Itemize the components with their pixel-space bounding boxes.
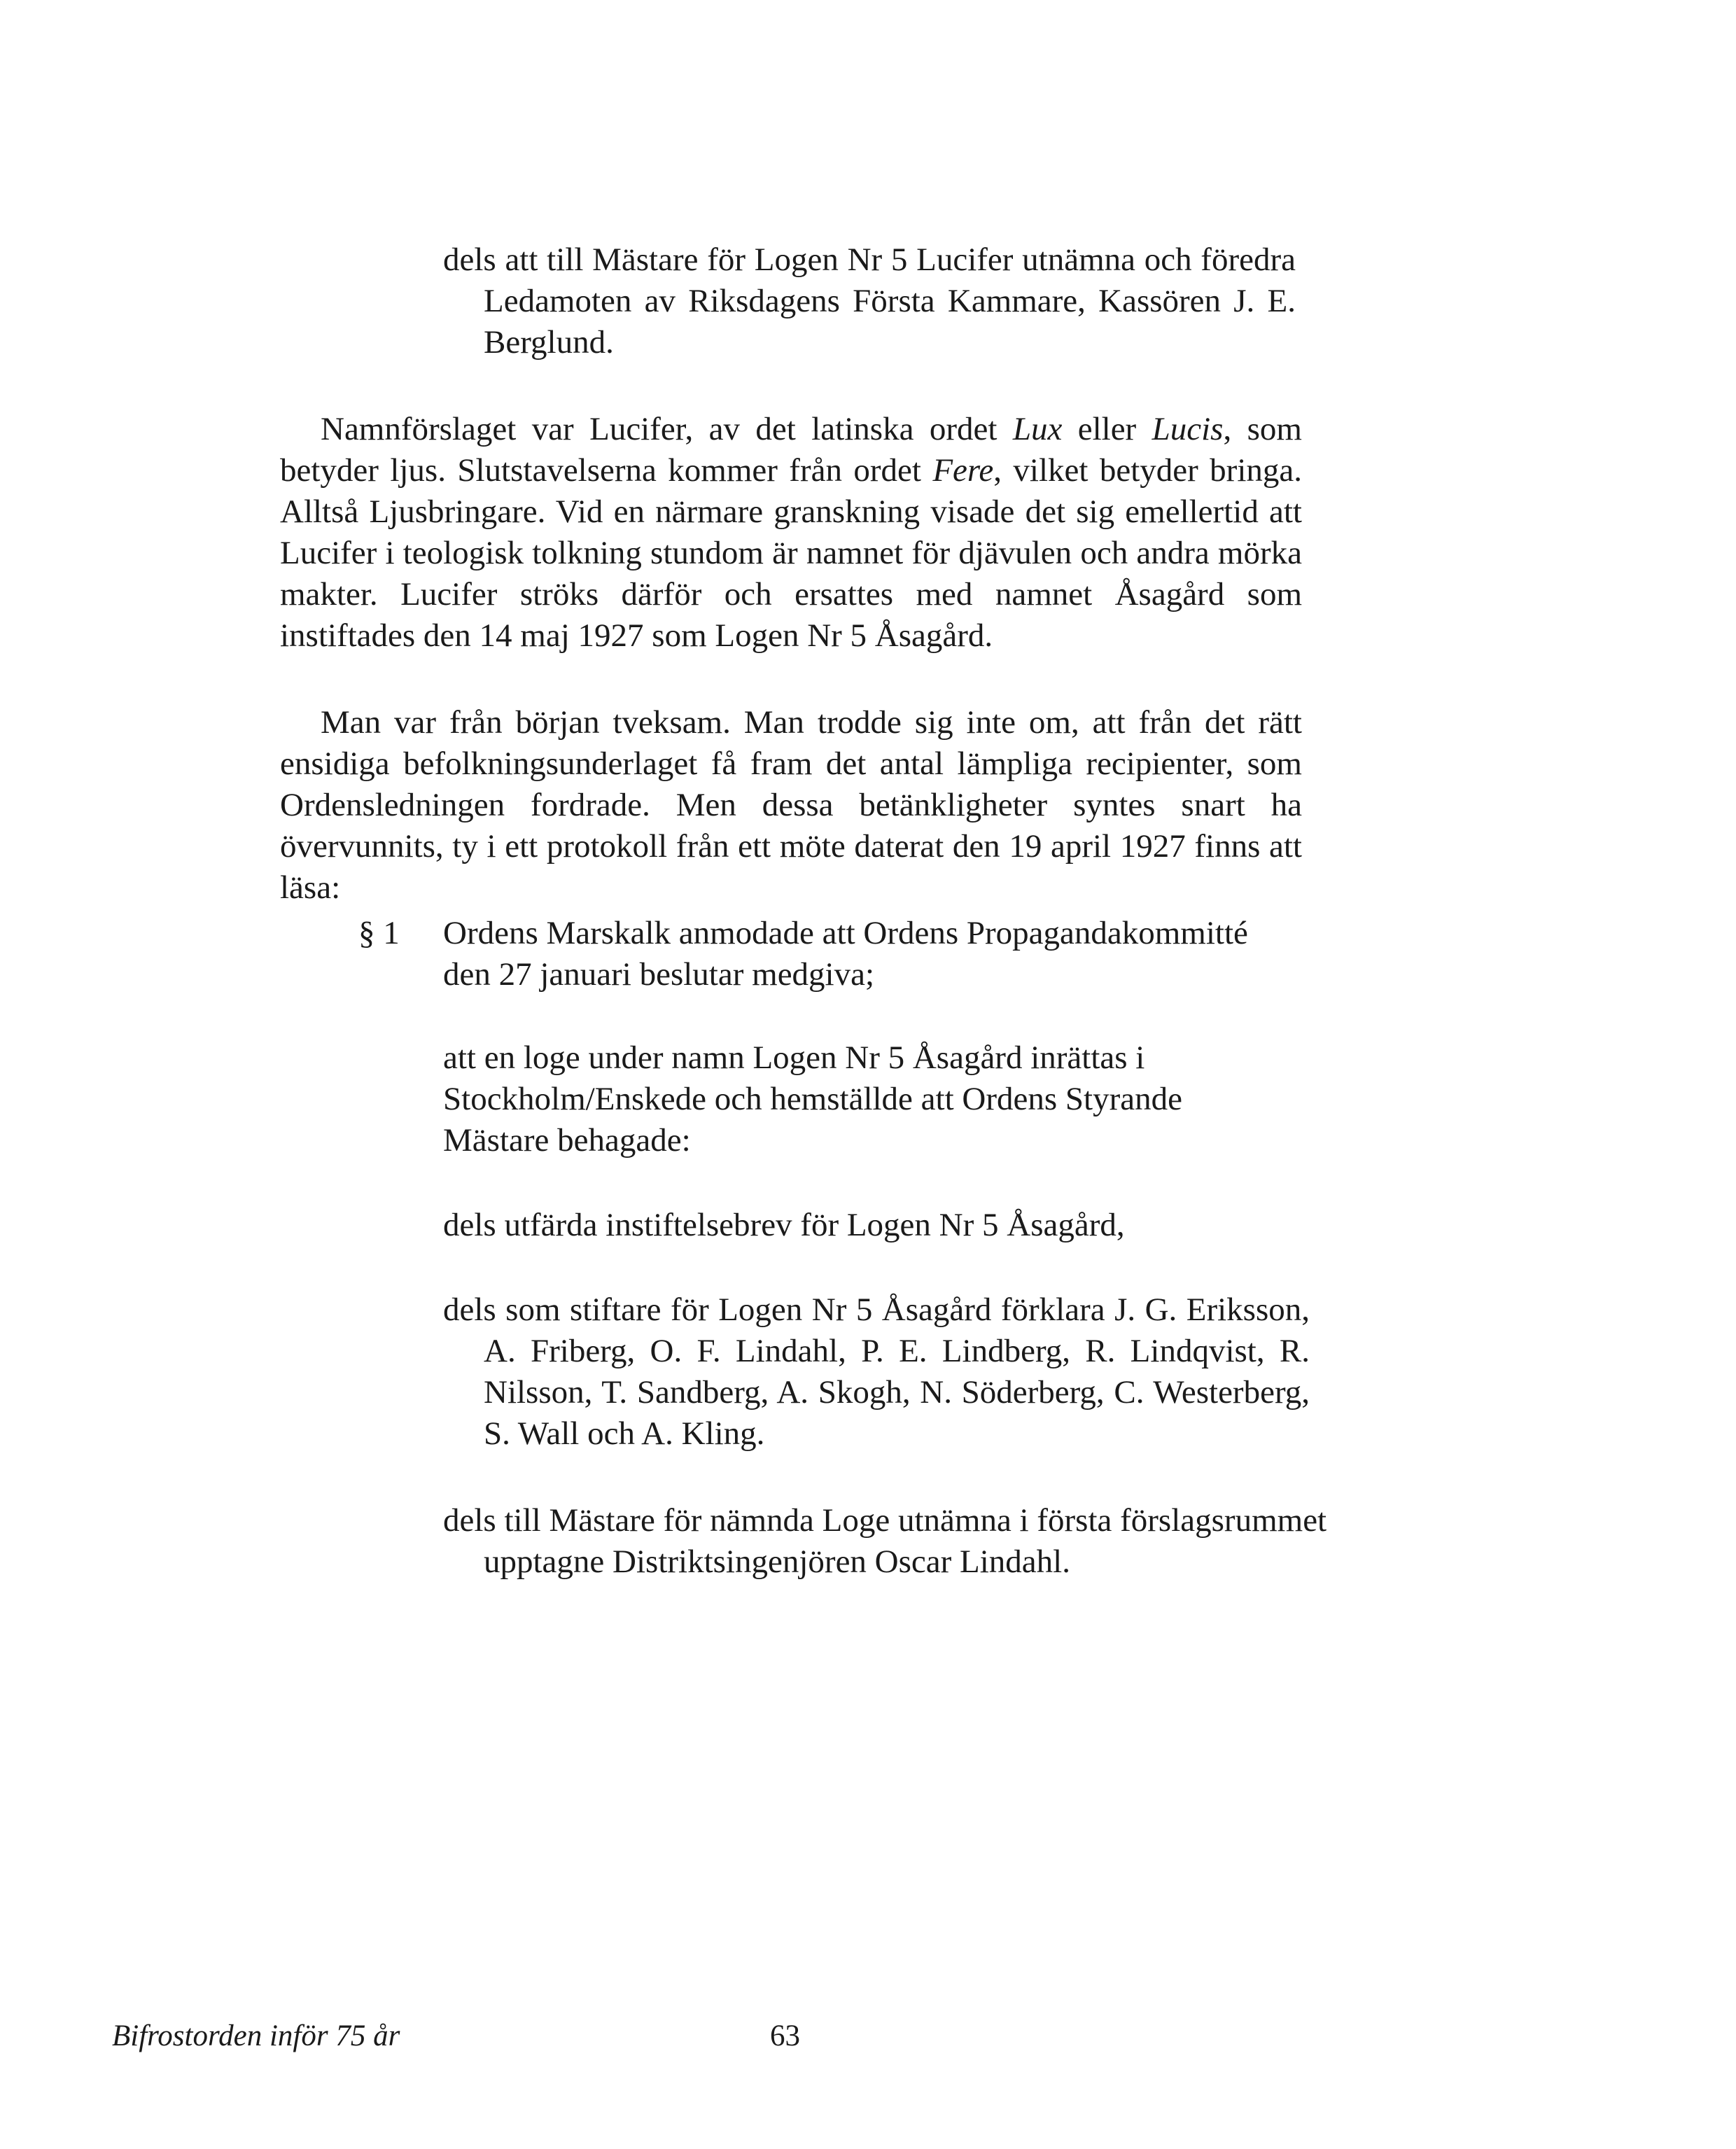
section-paragraph-5: dels till Mästare för nämnda Loge utnämna i första förslagsrummet upptagne Distriktsingenjören Oscar Lindahl.: [443, 1502, 1327, 1580]
section-label: § 1: [358, 915, 400, 951]
section-paragraph-2: att en loge under namn Logen Nr 5 Åsagård inrättas i Stockholm/Enskede och hemställde att Ordens Styrande Mästare behagade:: [443, 1040, 1182, 1158]
paragraph1-text-b: eller: [1062, 411, 1152, 447]
term-lux: Lux: [1012, 411, 1063, 447]
paragraph-hesitation: Man var från början tveksam. Man trodde sig inte om, att från det rätt ensidiga befolkningsunderlaget få fram det antal lämpliga recipienter, som Ordensledningen fordrade. Men dessa betänkligheter syntes snart ha övervunnits, ty i ett protokoll från ett möte daterat den 19 april 1927 finns att läsa:: [280, 704, 1302, 906]
paragraph1-text-a: Namnförslaget var Lucifer, av det latinska ordet: [321, 411, 1013, 447]
term-fere: Fere: [932, 452, 994, 489]
page-number: 63: [770, 2019, 800, 2052]
section-paragraph-4: dels som stiftare för Logen Nr 5 Åsagård förklara J. G. Eriksson, A. Friberg, O. F. Lindahl, P. E. Lindberg, R. Lindqvist, R. Nilsson, T. Sandberg, A. Skogh, N. Söderberg, C. Westerberg, S. Wall och A. Kling.: [443, 1292, 1310, 1452]
paragraph-lucifer-name: [280, 409, 1302, 657]
intro-clause: dels att till Mästare för Logen Nr 5 Lucifer utnämna och föredra Ledamoten av Riksdagens Första Kammare, Kassören J. E. Berglund.: [443, 241, 1296, 360]
term-lucis: Lucis: [1152, 411, 1224, 447]
footer-title: Bifrostorden inför 75 år: [112, 2019, 400, 2052]
paragraph1-text-c: , som betyder ljus. Slutstavelserna kommer från ordet: [280, 411, 1302, 489]
paragraph1-text-d: , vilket betyder bringa. Alltså Ljusbringare. Vid en närmare granskning visade det sig emellertid att Lucifer i teologisk tolkning stundom är namnet för djävulen och andra mörka makter. Lucifer ströks därför och ersattes med namnet Åsagård som instiftades den 14 maj 1927 som Logen Nr 5 Åsagård.: [280, 452, 1302, 654]
section-paragraph-3: dels utfärda instiftelsebrev för Logen Nr 5 Åsagård,: [443, 1207, 1125, 1243]
section-paragraph-1: Ordens Marskalk anmodade att Ordens Propagandakommitté den 27 januari beslutar medgiva;: [443, 915, 1248, 993]
